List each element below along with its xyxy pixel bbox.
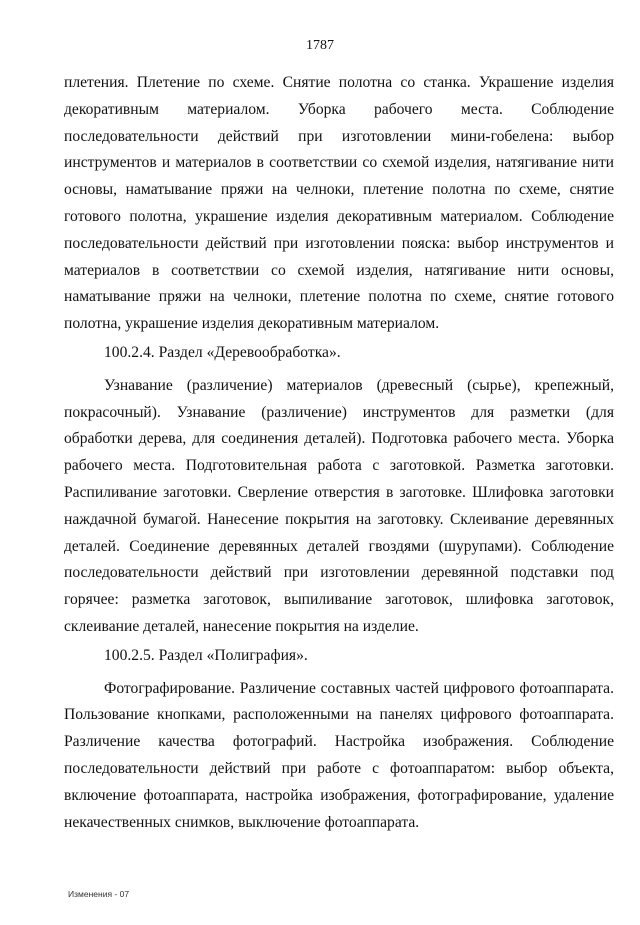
section-heading-printing: 100.2.5. Раздел «Полиграфия». [104, 646, 308, 664]
document-body [64, 70, 614, 836]
paragraph-woodworking: Узнавание (различение) материалов (древесный (сырье), крепежный, покрасочный). Узнавание (различение) инструментов для разметки (для обработки дерева, для соединения деталей). Подготовка рабочего места. Уборка рабочего места. Подготовительная работа с заготовкой. Разметка заготовки. Распиливание заготовки. Сверление отверстия в заготовке. Шлифовка заготовки наждачной бумагой. Нанесение покрытия на заготовку. Склеивание деревянных деталей. Соединение деревянных деталей гвоздями (шурупами). Соблюдение последовательности действий при изготовлении деревянной подставки под горячее: разметка заготовок, выпиливание заготовок, шлифовка заготовок, склеивание деталей, нанесение покрытия на изделие. [64, 376, 614, 635]
paragraph-continuation: плетения. Плетение по схеме. Снятие полотна со станка. Украшение изделия декоративным материалом. Уборка рабочего места. Соблюдение последовательности действий при изготовлении мини-гобелена: выбор инструментов и материалов в соответствии со схемой изделия, натягивание нити основы, наматывание пряжи на челноки, плетение полотна по схеме, снятие готового полотна, украшение изделия декоративным материалом. Соблюдение последовательности действий при изготовлении пояска: выбор инструментов и материалов в соответствии со схемой изделия, натягивание нити основы, наматывание пряжи на челноки, плетение полотна по схеме, снятие готового полотна, украшение изделия декоративным материалом. [64, 74, 614, 333]
page-number: 1787 [306, 38, 334, 53]
footer-note: Изменения - 07 [68, 889, 130, 899]
paragraph-printing: Фотографирование. Различение составных частей цифрового фотоаппарата. Пользование кнопками, расположенными на панелях цифрового фотоаппарата. Различение качества фотографий. Настройка изображения. Соблюдение последовательности действий при работе с фотоаппаратом: выбор объекта, включение фотоаппарата, настройка изображения, фотографирование, удаление некачественных снимков, выключение фотоаппарата. [64, 679, 614, 831]
section-heading-woodworking: 100.2.4. Раздел «Деревообработка». [104, 343, 341, 361]
